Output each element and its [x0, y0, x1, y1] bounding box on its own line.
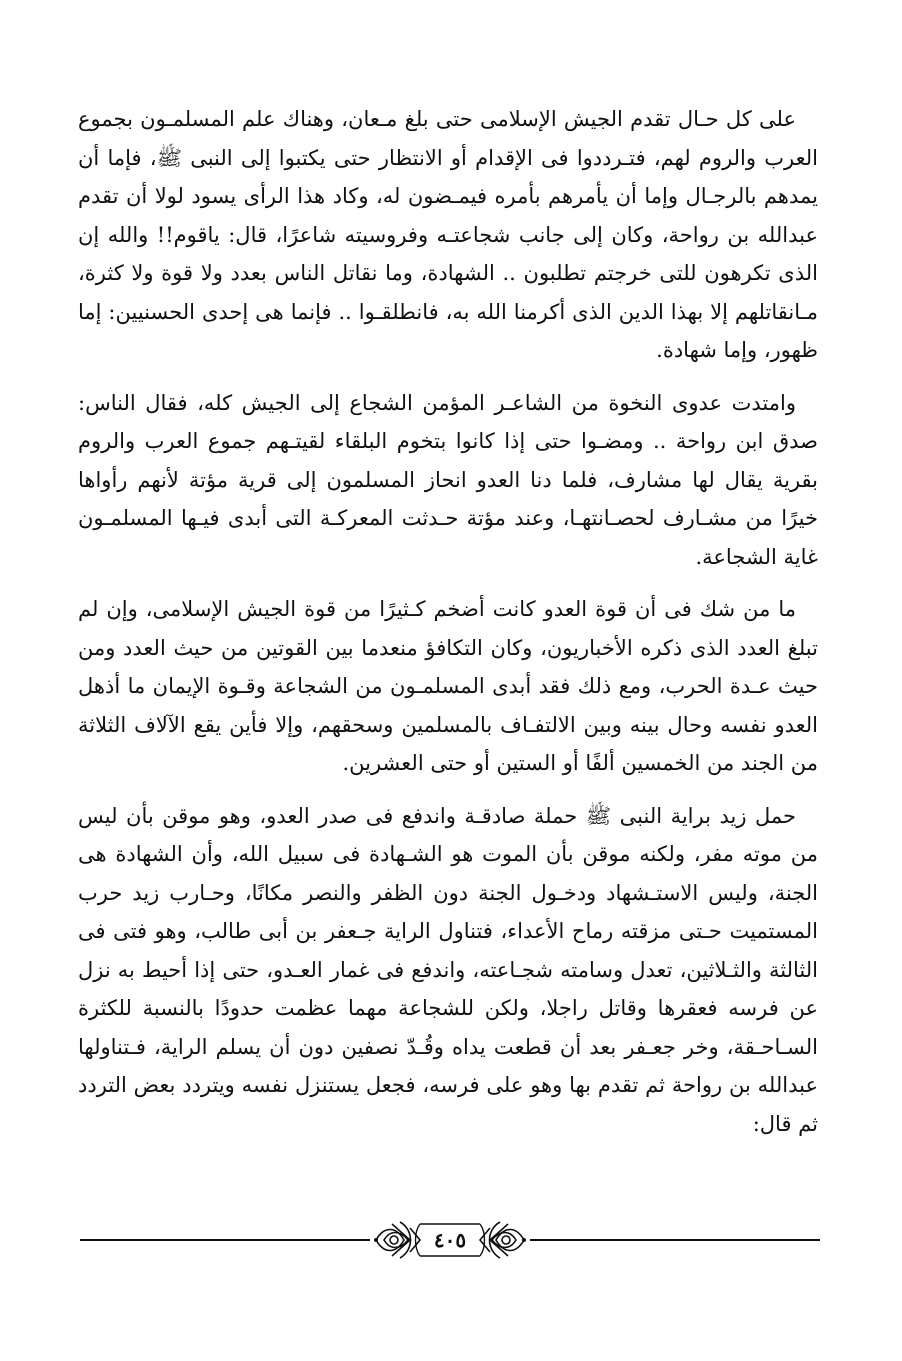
- footer-rule-left: [80, 1239, 370, 1241]
- paragraph-4: حمل زيد براية النبى ﷺ حملة صادقـة واندفع فى صدر العدو، وهو موقن بأن ليس من موته مفر، ولكنه موقن بأن الموت هو الشـهادة فى سبيل الله، وأن الشهادة هى الجنة، وليس الاستـشهاد ودخـول الجنة دون الظفر والنصر مكانًا، وحـارب زيد حرب المستميت حـتى مزقته رماح الأعداء، فتناول الراية جـعفر بن أبى طالب، وهو فتى فى الثالثة والثـلاثين، تعدل وسامته شجـاعته، واندفع فى غمار العـدو، حتى إذا أحيط به نزل عن فرسه فعقرها وقاتل راجلا، ولكن للشجاعة مهما عظمت حدودًا بالنسبة للكثرة السـاحـقة، وخر جعـفر بعد أن قطعت يداه وقُـدّ نصفين دون أن يسلم الراية، فـتناولها عبدالله بن رواحة ثم تقدم بها وهو على فرسه، فجعل يستنزل نفسه ويتردد بعض التردد ثم قال:: [78, 803, 819, 1136]
- page-number: ٤٠٥: [433, 1228, 467, 1252]
- paragraph-2: وامتدت عدوى النخوة من الشاعـر المؤمن الشجاع إلى الجيش كله، فقال الناس: صدق ابن رواحة .. ومضـوا حتى إذا كانوا بتخوم البلقاء لقيتـهم جموع العرب والروم بقرية يقال لها مشارف، فلما دنا العدو انحاز المسلمون إلى قرية مؤتة لأنهم رأواها خيرًا من مشـارف لحصـانتهـا، وعند مؤتة حـدثت المعركـة التى أبدى فيـها المسلمـون غاية الشجاعة.: [78, 390, 818, 569]
- paragraph-3: ما من شك فى أن قوة العدو كانت أضخم كـثيرًا من قوة الجيش الإسلامى، وإن لم تبلغ العدد الذى ذكره الأخباريون، وكان التكافؤ منعدما بين القوتين من حيث العدد ومن حيث عـدة الحرب، ومع ذلك فقد أبدى المسلمـون من الشجاعة وقـوة الإيمان ما أذهل العدو نفسه وحال بينه وبين الالتفـاف بالمسلمين وسحقهم، وإلا فأين يقع الآلاف الثلاثة من الجند من الخمسين ألفًا أو الستين أو حتى العشرين.: [78, 597, 818, 775]
- page-body: [78, 100, 818, 1157]
- footer-rule-right: [530, 1239, 820, 1241]
- paragraph-1: على كل حـال تقدم الجيش الإسلامى حتى بلغ مـعان، وهناك علم المسلمـون بجموع العرب والروم لهم، فتـرددوا فى الإقدام أو الانتظار حتى يكتبوا إلى النبى ﷺ، فإما أن يمدهم بالرجـال وإما أن يأمرهم بأمره فيمـضون له، وكاد هذا الرأى يسود لولا أن تقدم عبدالله بن رواحة، وكان إلى جانب شجاعتـه وفروسيته شاعرًا، قال: ياقوم!! والله إن الذى تكرهون للتى خرجتم تطلبون .. الشهادة، وما نقاتل الناس بعدد ولا قوة ولا كثرة، مـانقاتلهم إلا بهذا الدين الذى أكرمنا الله به، فانطلقـوا .. فإنما هى إحدى الحسنيين: إما ظهور، وإما شهادة.: [78, 107, 818, 362]
- page-footer: [80, 1218, 820, 1262]
